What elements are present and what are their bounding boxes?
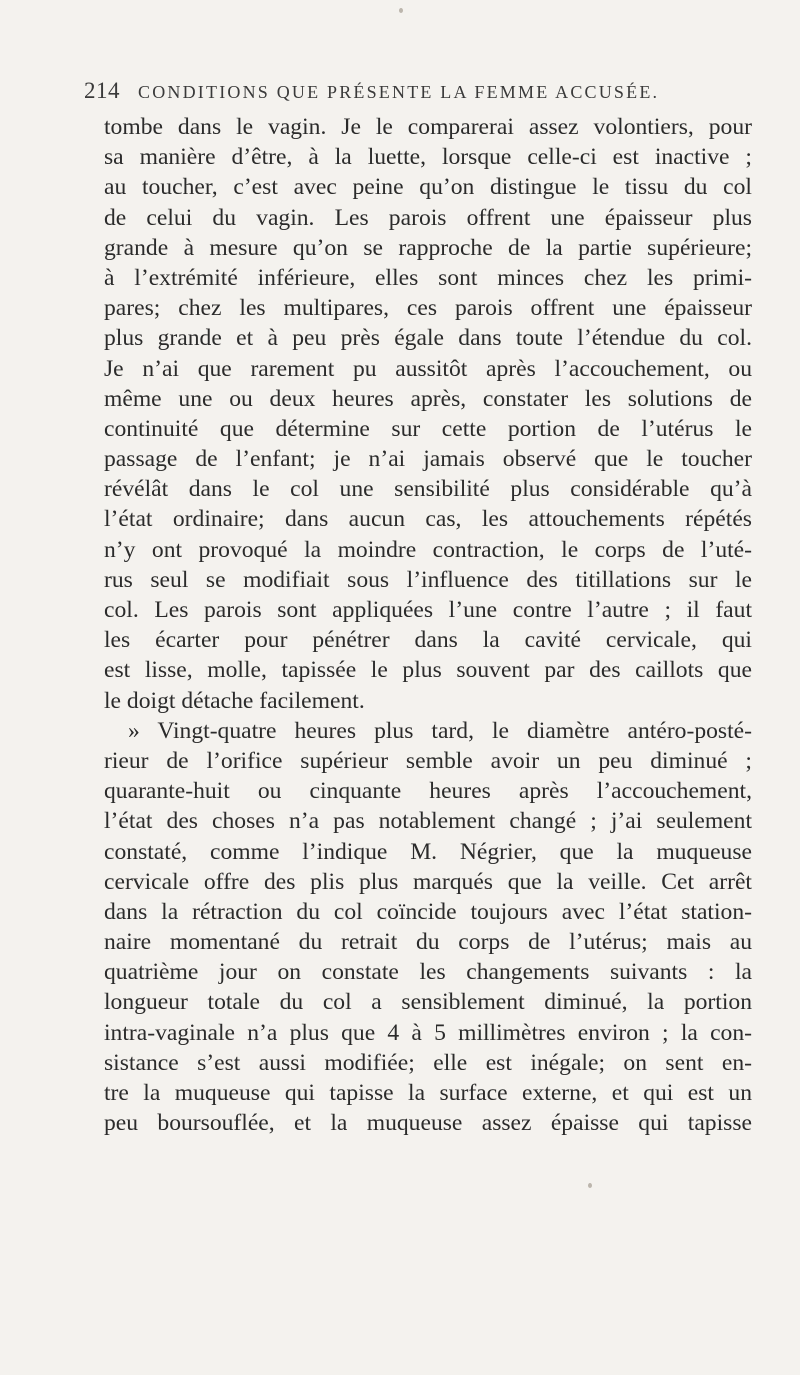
page-speck: [588, 1183, 592, 1188]
page-header: [84, 78, 724, 108]
text-line: au toucher, c’est avec peine qu’on distingue le tissu du col: [104, 174, 752, 201]
text-line: rieur de l’orifice supérieur semble avoir un peu diminué ;: [104, 747, 752, 774]
text-line: plus grande et à peu près égale dans toute l’étendue du col.: [104, 325, 752, 352]
text-line: quatrième jour on constate les changements suivants : la: [104, 959, 752, 986]
page-number: 214: [84, 78, 120, 103]
page-speck: [399, 8, 403, 13]
text-line: sa manière d’être, à la luette, lorsque celle-ci est inactive ;: [104, 144, 752, 171]
text-line: tombe dans le vagin. Je le comparerai assez volontiers, pour: [104, 114, 752, 140]
text-line: Je n’ai que rarement pu aussitôt après l’accouchement, ou: [104, 355, 752, 382]
text-line: constaté, comme l’indique M. Négrier, que la muqueuse: [104, 838, 752, 865]
text-line: de celui du vagin. Les parois offrent une épaisseur plus: [104, 204, 752, 231]
text-line: l’état des choses n’a pas notablement changé ; j’ai seulement: [104, 808, 752, 835]
text-line: intra-vaginale n’a plus que 4 à 5 millimètres environ ; la con-: [104, 1019, 752, 1046]
text-line: passage de l’enfant; je n’ai jamais observé que le toucher: [104, 446, 752, 473]
text-line: sistance s’est aussi modifiée; elle est inégale; on sent en-: [104, 1049, 752, 1076]
text-line-paragraph-start: » Vingt-quatre heures plus tard, le diamètre antéro-posté-: [128, 717, 752, 744]
text-line: les écarter pour pénétrer dans la cavité cervicale, qui: [104, 627, 752, 654]
text-line: l’état ordinaire; dans aucun cas, les attouchements répétés: [104, 506, 752, 533]
text-line: continuité que détermine sur cette portion de l’utérus le: [104, 415, 752, 442]
text-line: n’y ont provoqué la moindre contraction, le corps de l’uté-: [104, 536, 752, 563]
text-line-paragraph-end: le doigt détache facilement.: [104, 687, 365, 714]
text-line: quarante-huit ou cinquante heures après l’accouchement,: [104, 778, 752, 805]
text-line: peu boursouflée, et la muqueuse assez épaisse qui tapisse: [104, 1110, 752, 1137]
text-line: pares; chez les multipares, ces parois offrent une épaisseur: [104, 295, 752, 322]
text-line: tre la muqueuse qui tapisse la surface externe, et qui est un: [104, 1080, 752, 1106]
text-line: rus seul se modifiait sous l’influence des titillations sur le: [104, 566, 752, 593]
running-head: CONDITIONS QUE PRÉSENTE LA FEMME ACCUSÉE.: [138, 82, 660, 102]
text-line: même une ou deux heures après, constater les solutions de: [104, 385, 752, 412]
text-line: révélât dans le col une sensibilité plus considérable qu’à: [104, 476, 752, 503]
body-text: [104, 112, 752, 1138]
text-line: grande à mesure qu’on se rapproche de la partie supérieure;: [104, 234, 752, 261]
text-line: naire momentané du retrait du corps de l’utérus; mais au: [104, 929, 752, 956]
text-line: à l’extrémité inférieure, elles sont minces chez les primi-: [104, 264, 752, 291]
text-line: cervicale offre des plis plus marqués que la veille. Cet arrêt: [104, 868, 752, 895]
text-line: col. Les parois sont appliquées l’une contre l’autre ; il faut: [104, 597, 752, 623]
text-line: longueur totale du col a sensiblement diminué, la portion: [104, 989, 752, 1016]
text-line: est lisse, molle, tapissée le plus souvent par des caillots que: [104, 657, 752, 684]
text-line: dans la rétraction du col coïncide toujours avec l’état station-: [104, 898, 752, 925]
